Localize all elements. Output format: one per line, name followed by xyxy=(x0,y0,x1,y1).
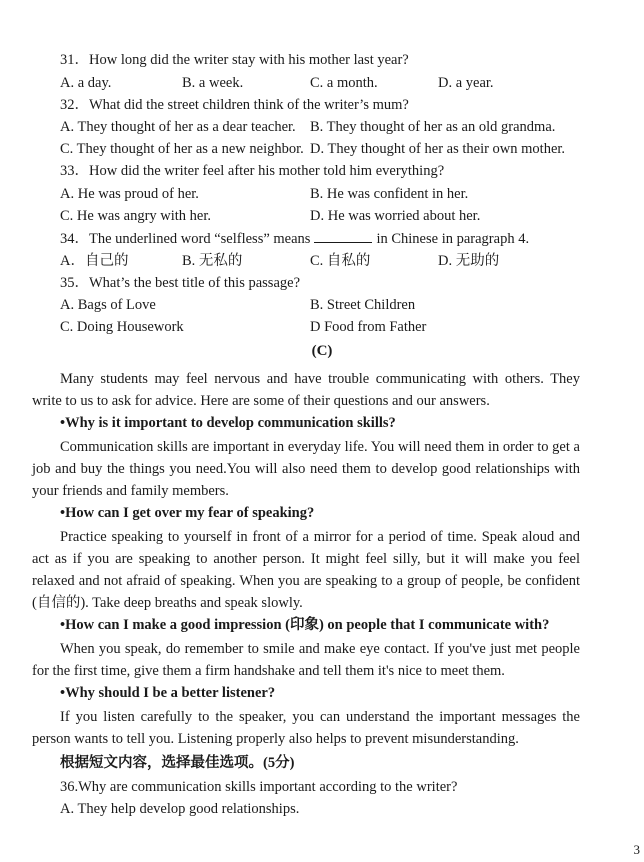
q33-option-a: A. He was proud of her. xyxy=(60,186,199,202)
question-32: 32．What did the street children think of the writer’s mum? xyxy=(60,97,409,113)
question-33: 33．How did the writer feel after his mother told him everything? xyxy=(60,163,445,179)
answer-4-text: If you listen carefully to the speaker, you can understand the important messages the person wants to tell you. Listening properly also helps to prevent misunderstanding. xyxy=(32,709,580,747)
q31-option-a: A. a day. xyxy=(60,75,112,91)
answer-2 xyxy=(32,526,580,614)
section-intro xyxy=(32,368,580,412)
q31-option-c: C. a month. xyxy=(310,75,378,91)
answer-blank xyxy=(314,228,372,243)
q33-option-d: D. He was worried about her. xyxy=(310,208,481,224)
q32-option-b: B. They thought of her as an old grandma. xyxy=(310,119,556,135)
heading-1: •Why is it important to develop communication skills? xyxy=(60,415,396,431)
answer-2-text: Practice speaking to yourself in front of a mirror for a period of time. Speak aloud and act as if you are speaking to another person. It might feel silly, but it will make you feel relaxed and not afraid of speaking. When you are speaking to a group of people, be confident (自信的). Take deep breaths and speak slowly. xyxy=(32,529,580,611)
q31-option-d: D. a year. xyxy=(438,75,494,91)
answer-1 xyxy=(32,436,580,502)
answer-3 xyxy=(32,638,580,682)
q34-option-b: B. 无私的 xyxy=(182,253,243,269)
q35-option-d: D Food from Father xyxy=(310,319,427,335)
answer-3-text: When you speak, do remember to smile and make eye contact. If you've just met people for the first time, give them a firm handshake and tell them it's nice to meet them. xyxy=(32,641,580,679)
q35-option-b: B. Street Children xyxy=(310,297,416,313)
q32-option-d: D. They thought of her as their own mother. xyxy=(310,141,566,157)
q35-option-a: A. Bags of Love xyxy=(60,297,156,313)
q31-option-b: B. a week. xyxy=(182,75,244,91)
q34-text-after: in Chinese in paragraph 4. xyxy=(376,231,530,247)
answer-4 xyxy=(32,706,580,750)
q36-option-a: A. They help develop good relationships. xyxy=(60,801,300,817)
q34-option-a: A．自己的 xyxy=(60,253,129,269)
answer-1-text: Communication skills are important in everyday life. You will need them in order to get a job and buy the things you need.You will also need them to develop good relationships with your friends and family members. xyxy=(32,439,580,499)
q35-option-c: C. Doing Housework xyxy=(60,319,184,335)
q32-option-c: C. They thought of her as a new neighbor. xyxy=(60,141,304,157)
heading-2: •How can I get over my fear of speaking? xyxy=(60,505,315,521)
q33-option-b: B. He was confident in her. xyxy=(310,186,469,202)
q34-option-c: C. 自私的 xyxy=(310,253,371,269)
heading-4: •Why should I be a better listener? xyxy=(60,685,276,701)
q34-text-before: 34．The underlined word “selfless” means xyxy=(60,231,311,247)
section-title: (C) xyxy=(311,343,333,359)
question-36: 36.Why are communication skills important according to the writer? xyxy=(60,779,458,795)
question-31: 31．How long did the writer stay with his mother last year? xyxy=(60,52,409,68)
question-35: 35．What’s the best title of this passage? xyxy=(60,275,301,291)
question-34 xyxy=(60,228,529,249)
intro-paragraph: Many students may feel nervous and have trouble communicating with others. They write to us to ask for advice. Here are some of their questions and our answers. xyxy=(32,371,580,409)
q33-option-c: C. He was angry with her. xyxy=(60,208,212,224)
heading-3: •How can I make a good impression (印象) on people that I communicate with? xyxy=(60,617,550,633)
instruction: 根据短文内容，选择最佳选项。(5分) xyxy=(60,755,295,771)
q32-option-a: A. They thought of her as a dear teacher. xyxy=(60,119,296,135)
page-number: 3 xyxy=(633,842,640,857)
q34-option-d: D. 无助的 xyxy=(438,253,500,269)
